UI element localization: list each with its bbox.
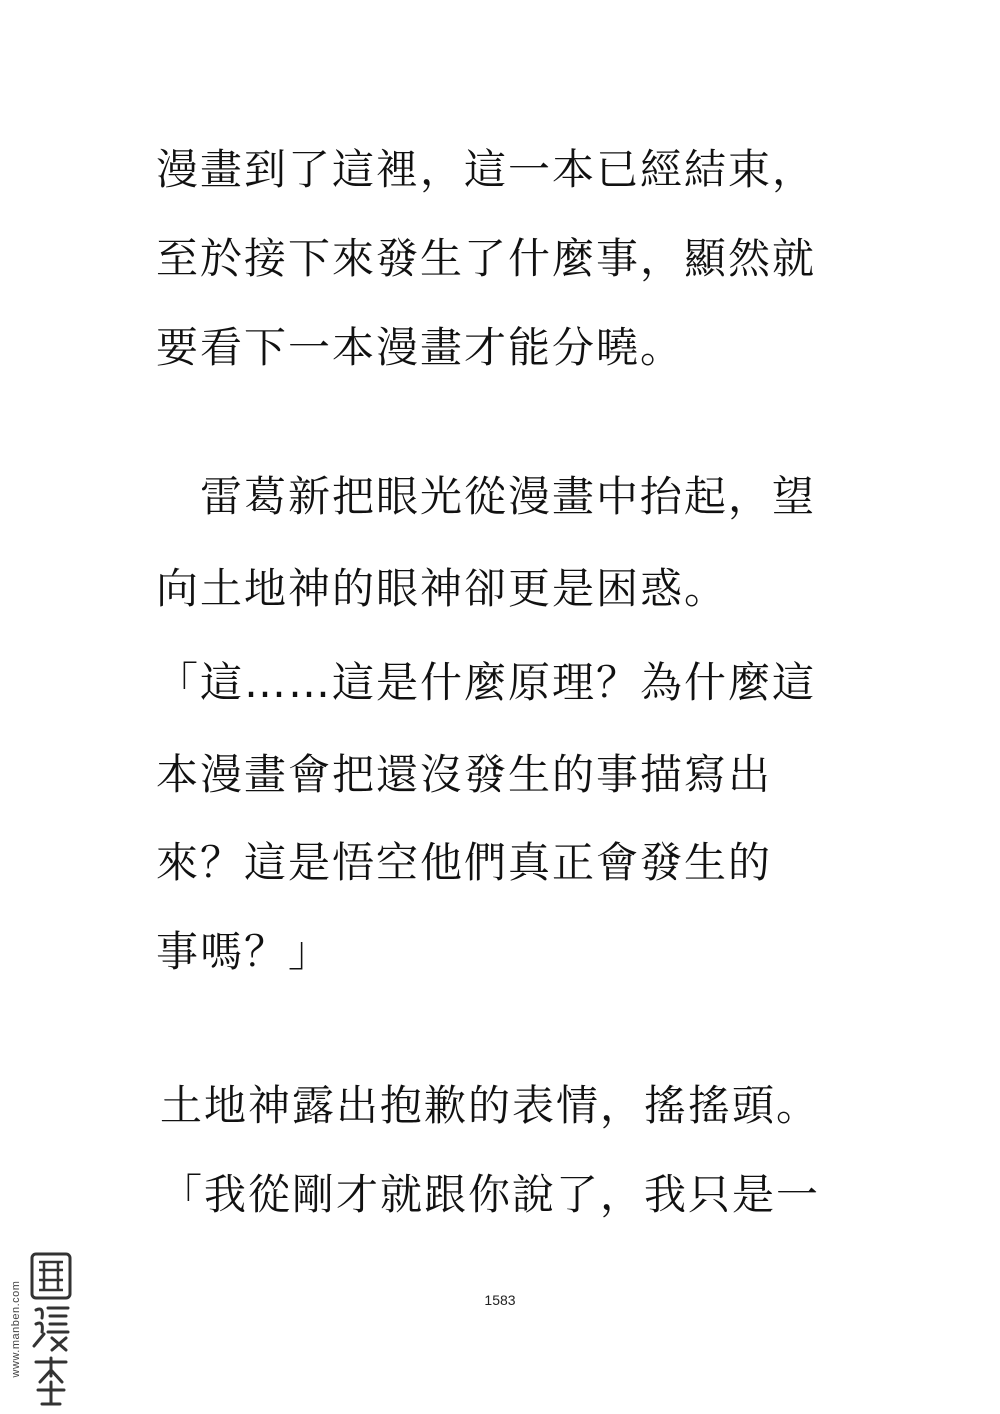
text-line-5: 向土地神的眼神卻更是困惑。 (156, 564, 729, 613)
text-line-10: 土地神露出抱歉的表情，搖搖頭。 (160, 1081, 821, 1130)
text-line-11: 「我從剛才就跟你說了，我只是一 (160, 1170, 821, 1219)
watermark-url-text: www.manben.com (10, 1280, 22, 1378)
text-line-3: 要看下一本漫畫才能分曉。 (156, 323, 685, 372)
text-line-7: 本漫畫會把還沒發生的事描寫出 (156, 750, 773, 799)
text-line-9: 事嗎？」 (156, 927, 333, 976)
page-number: 1583 (484, 1292, 516, 1308)
text-line-2: 至於接下來發生了什麼事，顯然就 (156, 234, 817, 283)
text-line-6: 「這……這是什麼原理？為什麼這 (156, 658, 817, 707)
text-line-1: 漫畫到了這裡，這一本已經結束， (156, 145, 817, 194)
watermark-url (8, 1250, 24, 1408)
site-watermark (4, 1250, 76, 1408)
text-line-8: 來？這是悟空他們真正會發生的 (156, 838, 773, 887)
manben-logo-icon (30, 1250, 72, 1408)
text-line-4: 雷葛新把眼光從漫畫中抬起，望 (156, 472, 817, 521)
